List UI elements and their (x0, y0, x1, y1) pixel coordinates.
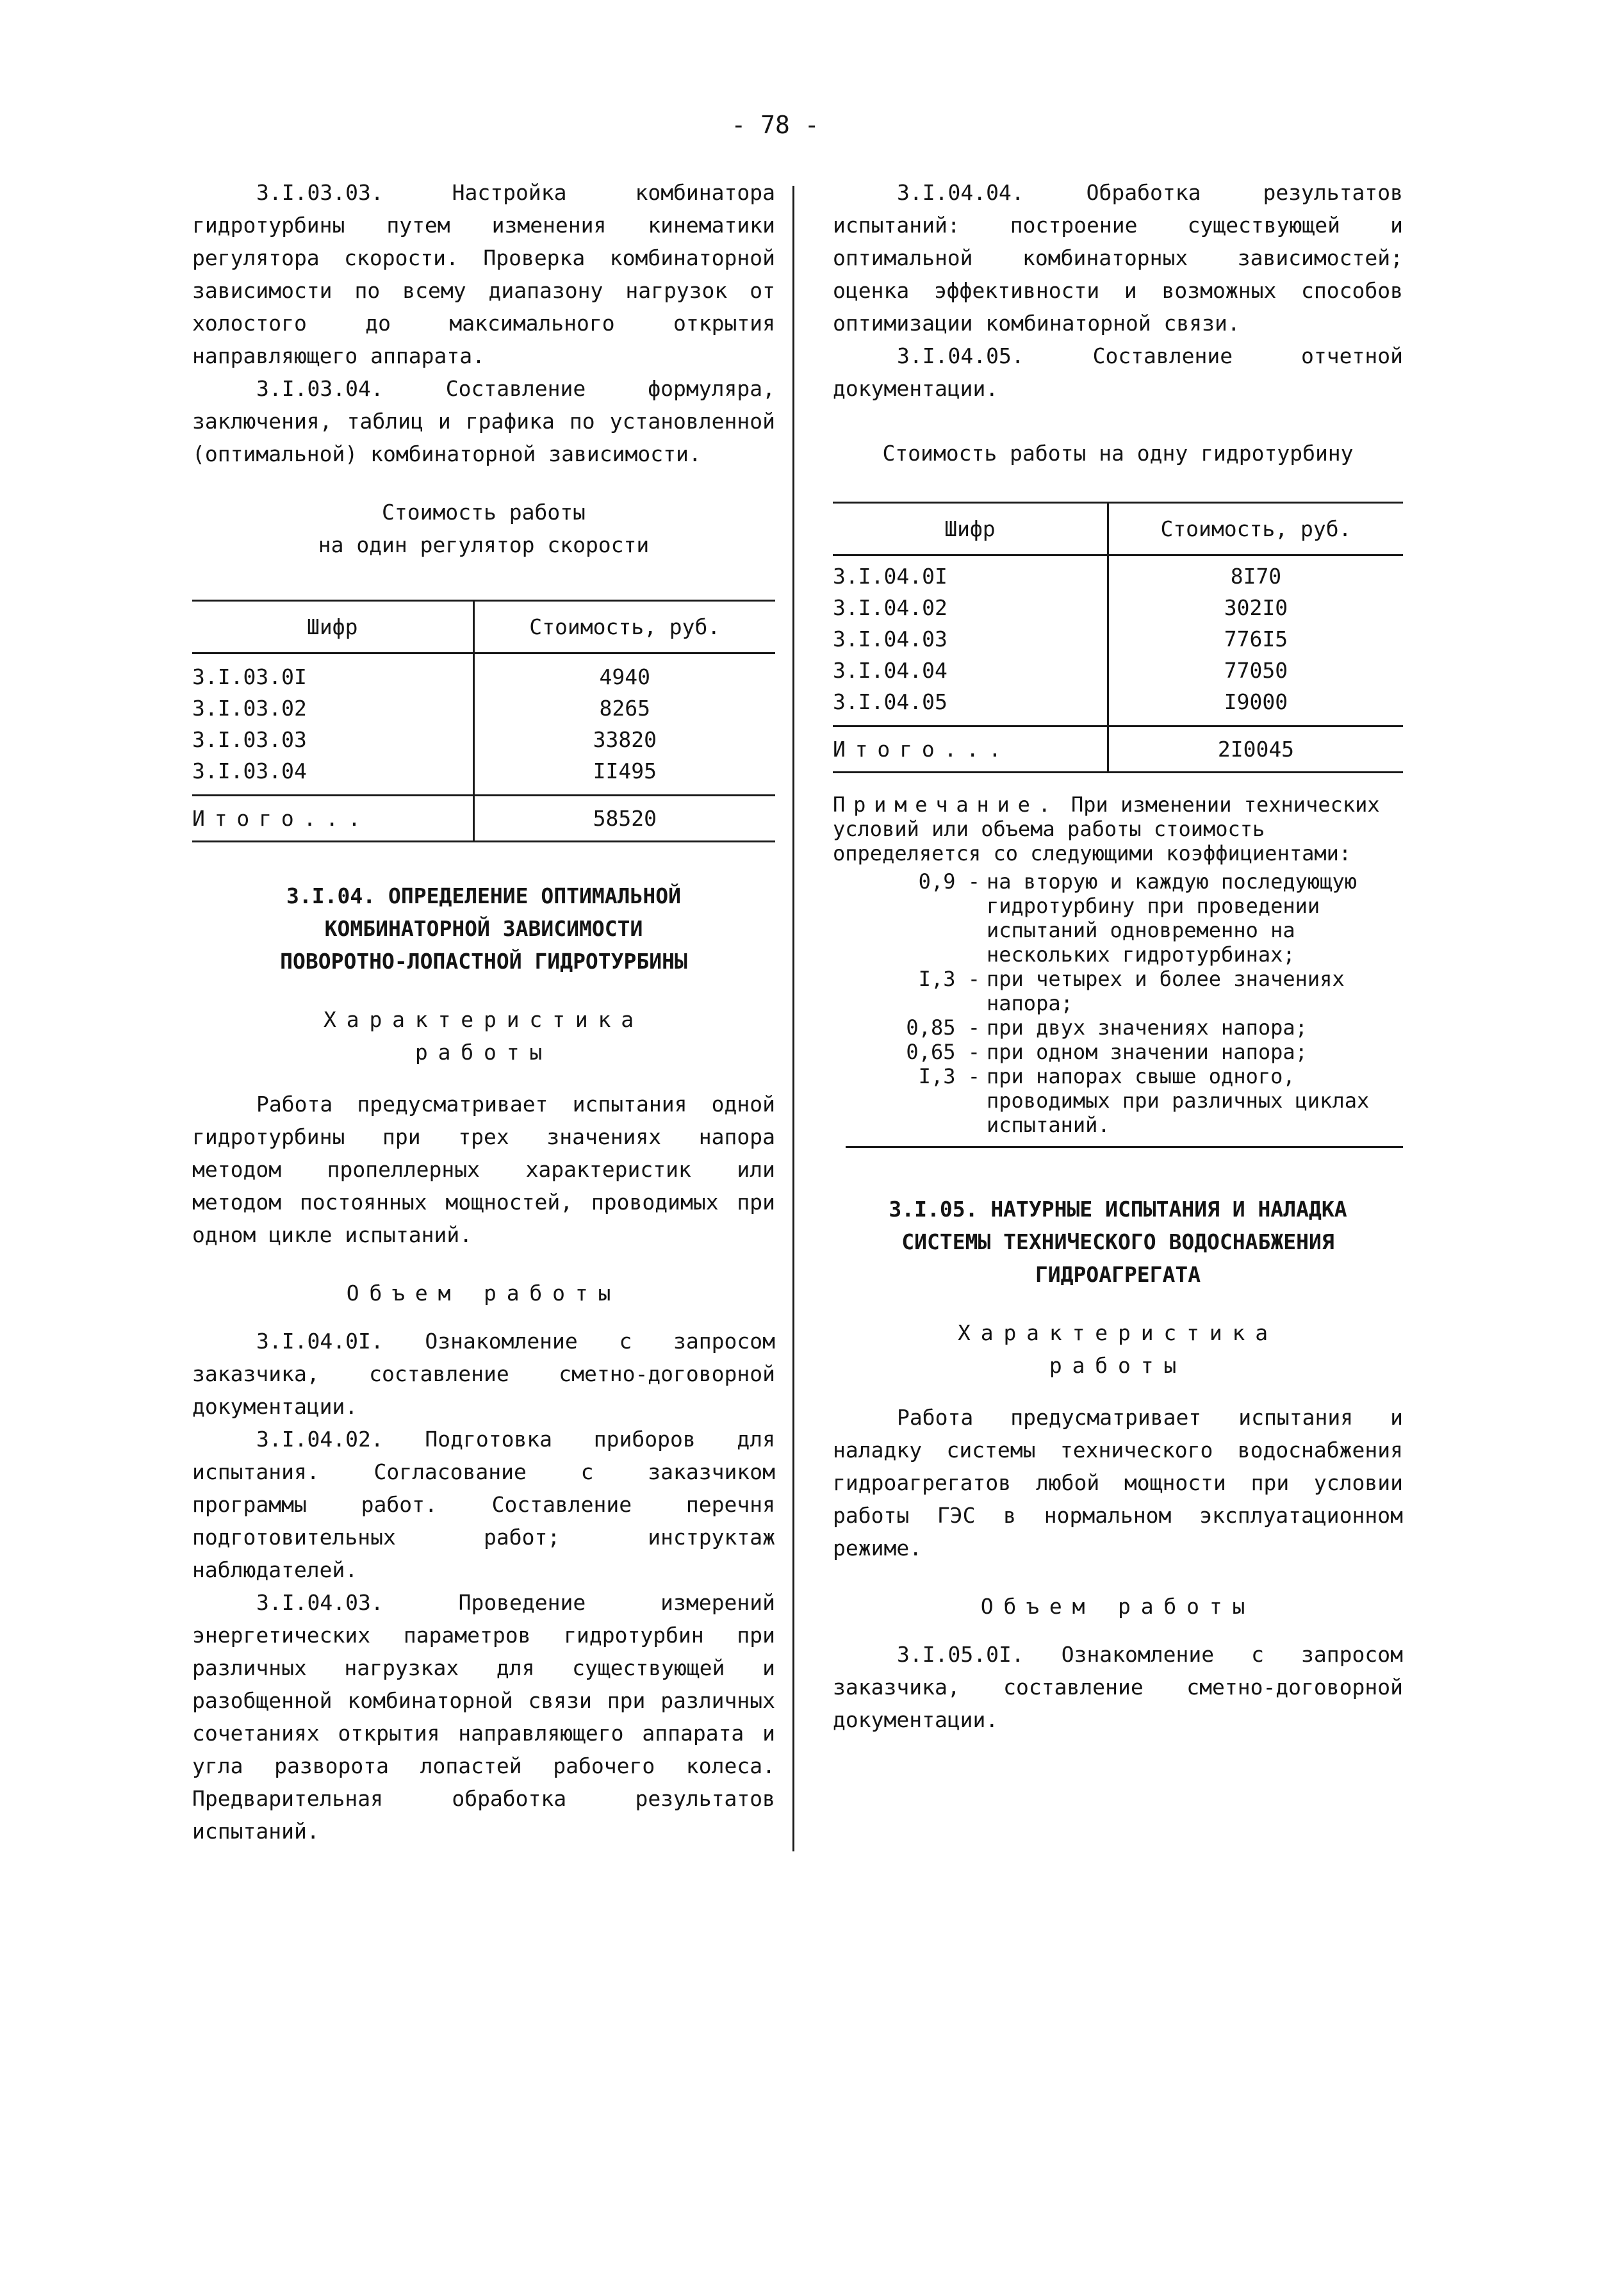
table-row (833, 592, 1403, 623)
characteristic-subtitle: работы (414, 1039, 553, 1065)
row-code: 3.I.04.04 (833, 655, 1108, 686)
note-text: При изменении технических условий или объема работы стоимость определяется со следующими коэффициентами: (833, 792, 1380, 865)
note-label: Примечание. (833, 792, 1059, 817)
section-heading-3-1-04-line-1: 3.I.04. ОПРЕДЕЛЕНИЕ ОПТИМАЛЬНОЙ (286, 883, 681, 908)
coefficient-item (833, 869, 1403, 967)
coefficient-text: при четырех и более значениях напора; (987, 966, 1345, 1015)
table-caption-line-1: Стоимость работы (382, 500, 586, 525)
table-row (192, 653, 775, 661)
row-cost: 8265 (599, 695, 651, 721)
page-number: - 78 - (731, 111, 819, 139)
characteristic-text: Работа предусматривает испытания одной гидротурбины при трех значениях напора методом пропеллерных характеристик или методом постоянных мощностей, проводимых при одном цикле испытаний. (192, 1091, 775, 1247)
coefficient-text: на вторую и каждую последующую гидротурбину при проведении испытаний одновременно на нескольких гидротурбинах; (987, 869, 1357, 967)
paragraph-3-1-04-04: 3.I.04.04. Обработка результатов испытаний: построение существующей и оптимальной комбинаторных зависимостей; оценка эффективности и возможных способов оптимизации комбинаторной связи. (833, 180, 1403, 336)
table-row (833, 655, 1403, 686)
row-code: 3.I.03.03 (192, 724, 473, 755)
table-total-row (192, 795, 775, 841)
characteristic-subtitle: работы (1049, 1352, 1187, 1378)
total-value: 2I0045 (1108, 726, 1403, 772)
coefficient-text: при двух значениях напора; (987, 1015, 1308, 1040)
row-cost: 77050 (1224, 657, 1288, 683)
right-column (833, 176, 1403, 1736)
coefficient-value: 0,9 - (918, 869, 980, 894)
paragraph-3-1-04-02: 3.I.04.02. Подготовка приборов для испытания. Согласование с заказчиком программы работ. Составление перечня подготовительных работ; инструктаж наблюдателей. (192, 1426, 775, 1582)
section-heading-3-1-04-line-3: ПОВОРОТНО-ЛОПАСТНОЙ ГИДРОТУРБИНЫ (280, 948, 687, 974)
row-cost: 302I0 (1224, 594, 1288, 620)
characteristic-title: Характеристика (958, 1320, 1278, 1345)
volume-title: Объем работы (346, 1280, 621, 1306)
table-row (833, 561, 1403, 592)
table-row (833, 555, 1403, 561)
total-value: 58520 (473, 795, 775, 841)
row-code: 3.I.04.05 (833, 686, 1108, 726)
total-label: Итого... (833, 726, 1108, 772)
table-row (833, 686, 1403, 726)
row-code: 3.I.03.02 (192, 693, 473, 724)
table-header-code: Шифр (192, 601, 473, 653)
section-heading-3-1-05-line-2: СИСТЕМЫ ТЕХНИЧЕСКОГО ВОДОСНАБЖЕНИЯ (901, 1229, 1334, 1254)
table-header-cost: Стоимость, руб. (473, 601, 775, 653)
paragraph-3-1-04-01: 3.I.04.0I. Ознакомление с запросом заказчика, составление сметно-договорной документации. (192, 1328, 775, 1419)
cost-table-3-1-03 (192, 600, 775, 842)
row-cost: 776I5 (1224, 626, 1288, 652)
row-code: 3.I.04.02 (833, 592, 1108, 623)
paragraph-3-1-03-04: 3.I.03.04. Составление формуляра, заключения, таблиц и графика по установленной (оптимальной) комбинаторной зависимости. (192, 376, 775, 466)
row-cost: 8I70 (1230, 563, 1282, 589)
coefficient-item (833, 967, 1403, 1015)
section-heading-3-1-05-line-1: 3.I.05. НАТУРНЫЕ ИСПЫТАНИЯ И НАЛАДКА (889, 1196, 1347, 1222)
column-divider (792, 186, 794, 1851)
section-heading-3-1-04-line-2: КОМБИНАТОРНОЙ ЗАВИСИМОСТИ (324, 915, 643, 941)
coefficient-item (833, 1015, 1403, 1040)
table-row (192, 724, 775, 755)
row-cost: II495 (593, 758, 657, 783)
row-code: 3.I.04.0I (833, 561, 1108, 592)
table-header-code: Шифр (833, 503, 1108, 555)
coefficient-text: при одном значении напора; (987, 1039, 1308, 1064)
cost-table-3-1-04 (833, 502, 1403, 773)
row-code: 3.I.03.04 (192, 755, 473, 796)
row-cost: 4940 (599, 664, 651, 689)
characteristic-text: Работа предусматривает испытания и наладку системы технического водоснабжения гидроагрегатов любой мощности при условии работы ГЭС в нормальном эксплуатационном режиме. (833, 1404, 1403, 1561)
coefficient-item (833, 1040, 1403, 1064)
row-cost: I9000 (1224, 689, 1288, 714)
paragraph-3-1-03-03: 3.I.03.03. Настройка комбинатора гидротурбины путем изменения кинематики регулятора скорости. Проверка комбинаторной зависимости по всему диапазону нагрузок от холостого до максимального открытия направляющего аппарата. (192, 180, 775, 368)
paragraph-3-1-05-01: 3.I.05.0I. Ознакомление с запросом заказчика, составление сметно-договорной документации. (833, 1641, 1403, 1732)
table-row (192, 661, 775, 693)
table-total-row (833, 726, 1403, 772)
total-label: Итого... (192, 795, 473, 841)
characteristic-title: Характеристика (324, 1006, 644, 1032)
coefficient-value: I,3 - (918, 966, 980, 991)
table-header-cost: Стоимость, руб. (1108, 503, 1403, 555)
table-caption-line-2: на один регулятор скорости (318, 532, 650, 557)
paragraph-3-1-04-05: 3.I.04.05. Составление отчетной документации. (833, 343, 1403, 401)
coefficient-value: 0,85 - (906, 1015, 980, 1040)
table-caption: Стоимость работы на одну гидротурбину (882, 441, 1354, 466)
paragraph-3-1-04-03: 3.I.04.03. Проведение измерений энергетических параметров гидротурбин при различных нагрузках для существующей и разобщенной комбинаторной связи при различных сочетаниях открытия направляющего аппарата и угла разворота лопастей рабочего колеса. Предварительная обработка результатов испытаний. (192, 1589, 775, 1844)
coefficient-text: при напорах свыше одного, проводимых при различных циклах испытаний. (987, 1063, 1370, 1137)
table-row (833, 623, 1403, 655)
left-column (192, 176, 775, 1848)
coefficient-value: 0,65 - (906, 1039, 980, 1064)
note (833, 792, 1403, 865)
row-code: 3.I.04.03 (833, 623, 1108, 655)
table-row (192, 755, 775, 796)
coefficient-value: I,3 - (918, 1063, 980, 1088)
coefficient-item (833, 1064, 1403, 1137)
row-cost: 33820 (593, 726, 657, 752)
table-row (192, 693, 775, 724)
volume-title: Объем работы (980, 1593, 1256, 1619)
section-heading-3-1-05-line-3: ГИДРОАГРЕГАТА (1035, 1261, 1201, 1287)
row-code: 3.I.03.0I (192, 661, 473, 693)
